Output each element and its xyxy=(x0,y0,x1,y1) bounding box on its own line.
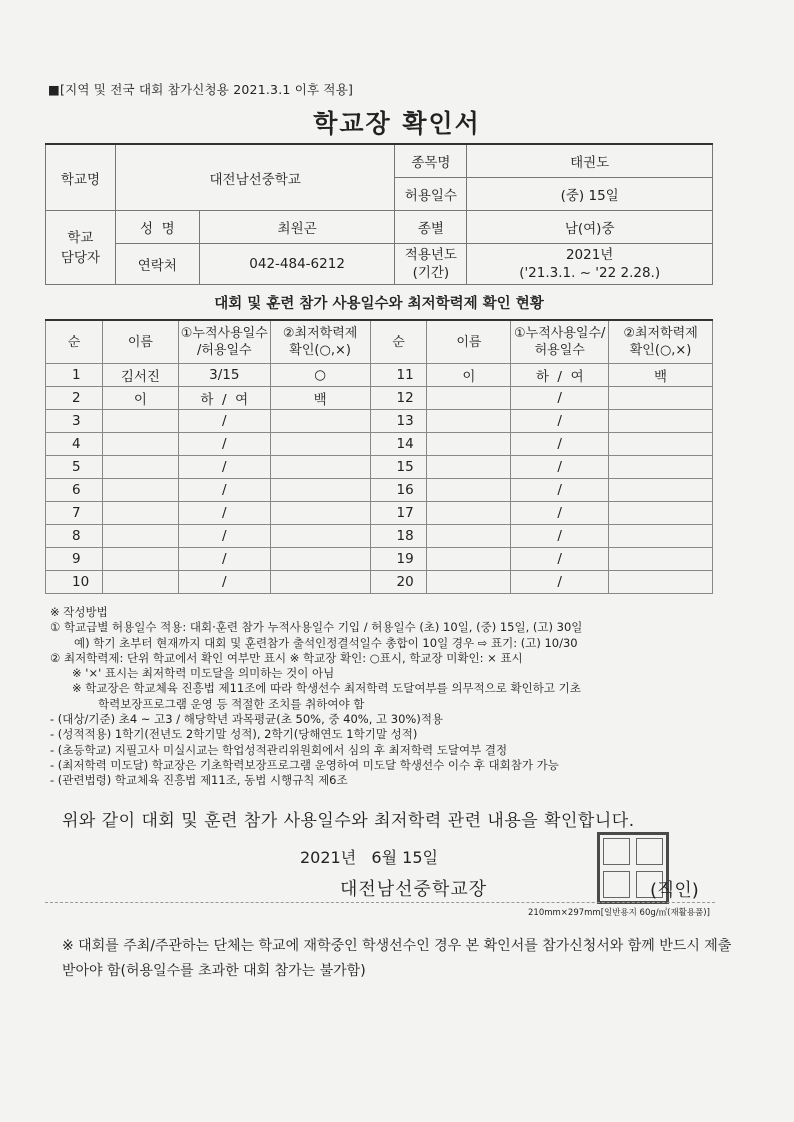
gender-label: 종별 xyxy=(395,211,467,244)
method-line: ① 학교급별 허용일수 적용: 대회·훈련 참가 누적사용일수 기입 / 허용일수 (초) 10일, (중) 15일, (고) 30일 xyxy=(50,620,583,635)
table-cell-no2: 12 xyxy=(370,387,427,410)
table-cell-academic2: 백 xyxy=(609,364,713,387)
table-cell-academic xyxy=(270,525,370,548)
col-no-2: 순 xyxy=(370,320,427,364)
table-cell-no: 10 xyxy=(46,571,103,594)
table-row xyxy=(46,548,713,571)
col-academic: ②최저학력제 확인(○,×) xyxy=(270,320,370,364)
col-days-2: ①누적사용일수/ 허용일수 xyxy=(511,320,609,364)
issue-date: 2021년 6월 15일 xyxy=(300,848,438,867)
table-row xyxy=(46,433,713,456)
table-cell-academic xyxy=(270,433,370,456)
allowed-days-value: (중) 15일 xyxy=(467,178,713,211)
table-cell-academic2 xyxy=(609,433,713,456)
table-cell-no2: 18 xyxy=(370,525,427,548)
table-row xyxy=(46,525,713,548)
table-cell-name xyxy=(102,548,178,571)
writing-method xyxy=(50,605,730,789)
table-cell-no2: 19 xyxy=(370,548,427,571)
method-line: - (최저학력 미도달) 학교장은 기초학력보장프로그램 운영하여 미도달 학생선수 이수 후 대회참가 가능 xyxy=(50,757,559,772)
table-cell-days2: / xyxy=(511,502,609,525)
table-cell-name2 xyxy=(427,456,511,479)
table-cell-no2: 16 xyxy=(370,479,427,502)
table-cell-no2: 20 xyxy=(370,571,427,594)
table-cell-no: 6 xyxy=(46,479,103,502)
table-cell-name: 이 xyxy=(102,387,178,410)
table-cell-no: 3 xyxy=(46,410,103,433)
table-cell-days2: / xyxy=(511,387,609,410)
divider xyxy=(45,902,715,903)
table-cell-no: 9 xyxy=(46,548,103,571)
table-cell-no2: 14 xyxy=(370,433,427,456)
table-cell-days: / xyxy=(178,525,270,548)
table-cell-days: / xyxy=(178,502,270,525)
col-academic-2: ②최저학력제 확인(○,×) xyxy=(609,320,713,364)
table-row xyxy=(46,479,713,502)
table-cell-name xyxy=(102,410,178,433)
table-cell-name xyxy=(102,525,178,548)
table-cell-academic: ○ xyxy=(270,364,370,387)
contact-label: 연락처 xyxy=(115,244,199,285)
table-cell-days: / xyxy=(178,571,270,594)
col-name-2: 이름 xyxy=(427,320,511,364)
method-line: ※ '×' 표시는 최저학력 미도달을 의미하는 것이 아님 xyxy=(72,666,335,681)
method-line: ② 최저학력제: 단위 학교에서 확인 여부만 표시 ※ 학교장 확인: ○표시, 학교장 미확인: × 표시 xyxy=(50,650,523,665)
table-cell-academic2 xyxy=(609,410,713,433)
col-name: 이름 xyxy=(102,320,178,364)
method-heading: ※ 작성방법 xyxy=(50,605,108,619)
table-cell-no2: 13 xyxy=(370,410,427,433)
table-cell-name2: 이 xyxy=(427,364,511,387)
sport-value: 태권도 xyxy=(467,144,713,178)
table-cell-no: 2 xyxy=(46,387,103,410)
table-cell-days2: 하 / 여 xyxy=(511,364,609,387)
method-line: - (대상/기준) 초4 ~ 고3 / 해당학년 과목평균(초 50%, 중 40%, 고 30%)적용 xyxy=(50,712,444,727)
table-cell-days: 하 / 여 xyxy=(178,387,270,410)
table-cell-no: 1 xyxy=(46,364,103,387)
name-label: 성 명 xyxy=(115,211,199,244)
table-cell-name xyxy=(102,479,178,502)
table-cell-no: 5 xyxy=(46,456,103,479)
method-line: - (관련법령) 학교체육 진흥법 제11조, 동법 시행규칙 제6조 xyxy=(50,773,348,788)
year-cell xyxy=(467,244,713,285)
table-cell-academic xyxy=(270,502,370,525)
period-value: ('21.3.1. ~ '22 2.28.) xyxy=(519,265,661,281)
gender-value: 남(여)중 xyxy=(467,211,713,244)
school-label: 학교명 xyxy=(46,144,116,211)
manager-label: 학교 담당자 xyxy=(46,211,116,285)
table-cell-days2: / xyxy=(511,571,609,594)
table-cell-days: / xyxy=(178,456,270,479)
table-cell-name2 xyxy=(427,410,511,433)
table-cell-academic2 xyxy=(609,479,713,502)
col-no: 순 xyxy=(46,320,103,364)
usage-table xyxy=(45,319,713,594)
table-row xyxy=(46,364,713,387)
table-cell-name2 xyxy=(427,571,511,594)
table-cell-name2 xyxy=(427,502,511,525)
contact-value: 042-484-6212 xyxy=(199,244,395,285)
table-cell-name xyxy=(102,456,178,479)
info-table xyxy=(45,143,713,285)
table-cell-name xyxy=(102,571,178,594)
form-header-note: ■[지역 및 전국 대회 참가신청용 2021.3.1 이후 적용] xyxy=(48,82,354,97)
table-cell-academic xyxy=(270,456,370,479)
table-cell-academic2 xyxy=(609,548,713,571)
table-cell-name2 xyxy=(427,479,511,502)
table-cell-days: / xyxy=(178,410,270,433)
allowed-days-label: 허용일수 xyxy=(395,178,467,211)
table-cell-academic2 xyxy=(609,571,713,594)
school-name: 대전남선중학교 xyxy=(115,144,395,211)
table-row xyxy=(46,387,713,410)
table-cell-days: / xyxy=(178,479,270,502)
table-cell-no2: 15 xyxy=(370,456,427,479)
confirm-statement: 위와 같이 대회 및 훈련 참가 사용일수와 최저학력 관련 내용을 확인합니다. xyxy=(62,811,635,831)
table-cell-no: 8 xyxy=(46,525,103,548)
table-row xyxy=(46,410,713,433)
table-cell-name2 xyxy=(427,525,511,548)
table-cell-academic: 백 xyxy=(270,387,370,410)
year-label: 적용년도 (기간) xyxy=(395,244,467,285)
table-cell-days: / xyxy=(178,548,270,571)
table-cell-days2: / xyxy=(511,479,609,502)
section-title: 대회 및 훈련 참가 사용일수와 최저학력제 확인 현황 xyxy=(214,296,544,312)
table-cell-academic xyxy=(270,548,370,571)
table-row xyxy=(46,456,713,479)
table-cell-days2: / xyxy=(511,410,609,433)
method-line: - (성적적용) 1학기(전년도 2학기말 성적), 2학기(당해연도 1학기말 성적) xyxy=(50,727,418,742)
year-value: 2021년 xyxy=(565,247,614,263)
seal-label: (직인) xyxy=(650,880,699,901)
table-cell-name2 xyxy=(427,548,511,571)
table-cell-no: 7 xyxy=(46,502,103,525)
sport-label: 종목명 xyxy=(395,144,467,178)
table-cell-academic xyxy=(270,479,370,502)
table-cell-academic xyxy=(270,571,370,594)
table-cell-academic2 xyxy=(609,456,713,479)
table-cell-no2: 11 xyxy=(370,364,427,387)
table-cell-no2: 17 xyxy=(370,502,427,525)
footer-note: ※ 대회를 주최/주관하는 단체는 학교에 재학중인 학생선수인 경우 본 확인서를 참가신청서와 함께 반드시 제출받아야 함(허용일수를 초과한 대회 참가는 불가함) xyxy=(62,938,732,979)
method-line: - (초등학교) 지필고사 미실시교는 학업성적관리위원회에서 심의 후 최저학력 도달여부 결정 xyxy=(50,742,508,757)
method-line: ※ 학교장은 학교체육 진흥법 제11조에 따라 학생선수 최저학력 도달여부를 의무적으로 확인하고 기초 xyxy=(72,681,581,696)
table-cell-days: / xyxy=(178,433,270,456)
table-row xyxy=(46,502,713,525)
table-cell-name: 김서진 xyxy=(102,364,178,387)
document-title: 학교장 확인서 xyxy=(313,109,481,138)
table-cell-name xyxy=(102,502,178,525)
table-cell-academic2 xyxy=(609,387,713,410)
table-cell-name2 xyxy=(427,433,511,456)
manager-name: 최원곤 xyxy=(199,211,395,244)
table-cell-academic2 xyxy=(609,525,713,548)
table-cell-days2: / xyxy=(511,525,609,548)
table-cell-name2 xyxy=(427,387,511,410)
principal-name: 대전남선중학교장 xyxy=(340,879,488,900)
table-cell-days2: / xyxy=(511,456,609,479)
col-days: ①누적사용일수 /허용일수 xyxy=(178,320,270,364)
table-cell-days2: / xyxy=(511,433,609,456)
table-cell-days2: / xyxy=(511,548,609,571)
table-cell-days: 3/15 xyxy=(178,364,270,387)
method-line: 예) 학기 초부터 현재까지 대회 및 훈련참가 출석인정결석일수 총합이 10일 경우 ⇨ 표기: (고) 10/30 xyxy=(74,635,578,650)
table-cell-academic xyxy=(270,410,370,433)
table-cell-name xyxy=(102,433,178,456)
table-cell-no: 4 xyxy=(46,433,103,456)
table-cell-academic2 xyxy=(609,502,713,525)
paper-spec-note: 210mm×297mm[일반용지 60g/㎡(재활용품)] xyxy=(528,908,710,918)
table-row xyxy=(46,571,713,594)
method-line: 학력보장프로그램 운영 등 적절한 조치를 취하여야 함 xyxy=(98,696,365,711)
